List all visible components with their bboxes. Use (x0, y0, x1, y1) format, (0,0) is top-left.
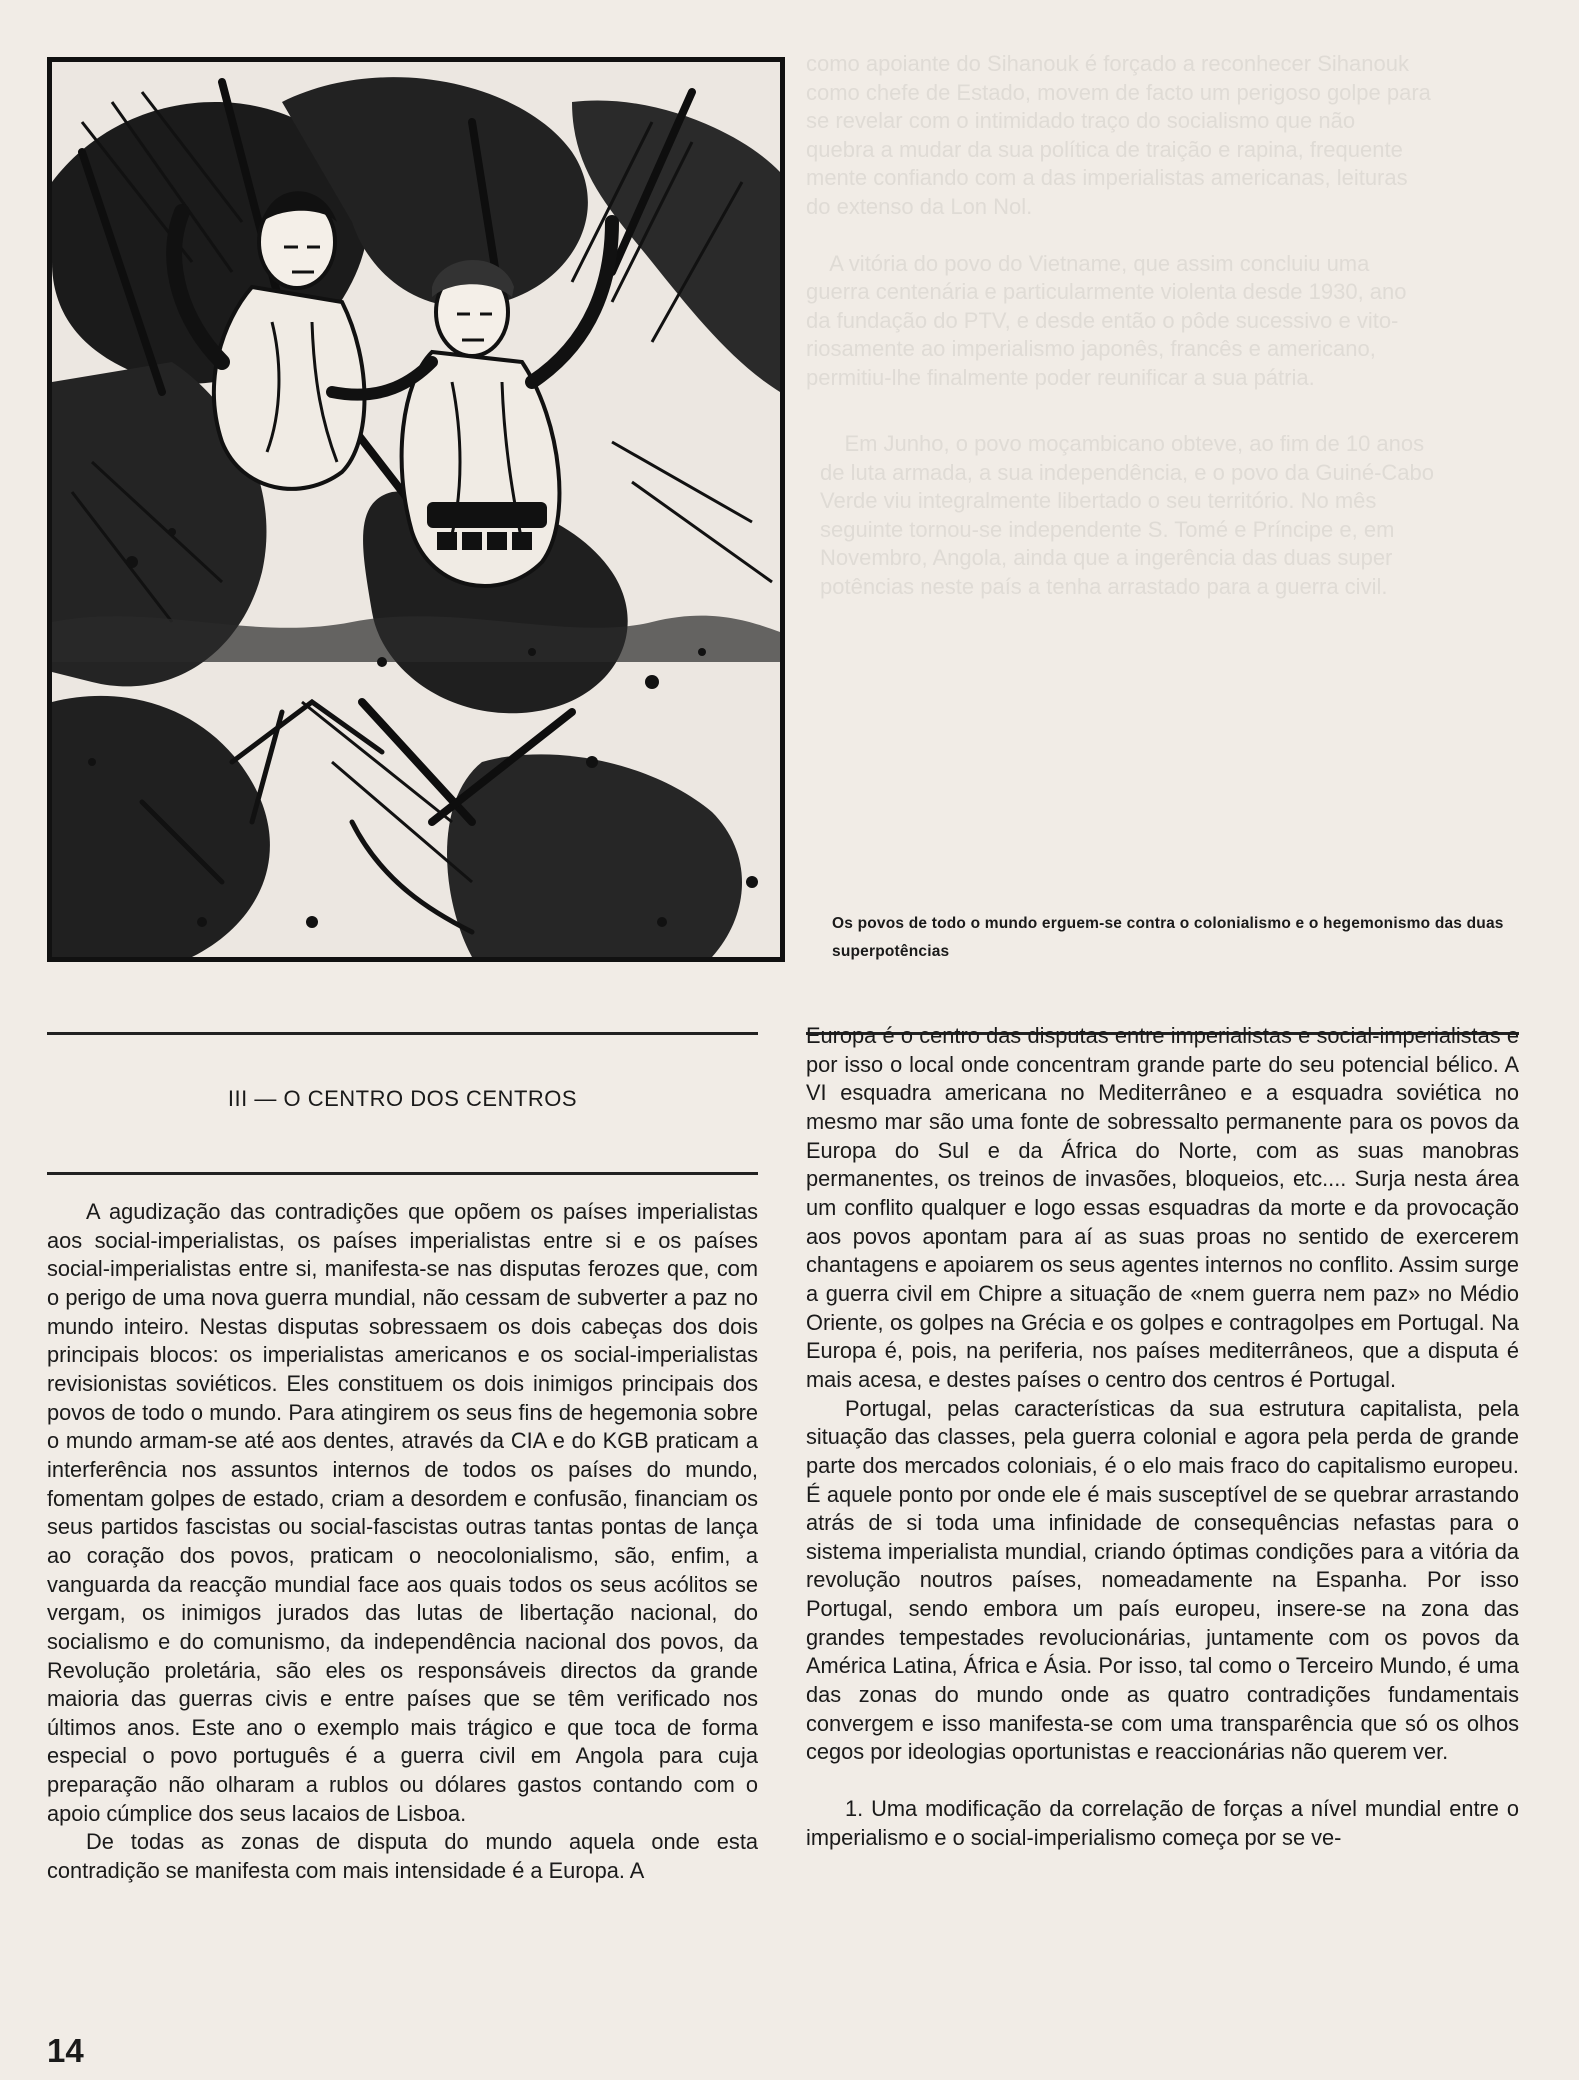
left-paragraph-2: De todas as zonas de disputa do mundo aquela onde esta contradição se manifesta com mais intensidade é a Europa. A (47, 1829, 758, 1884)
section-rule-bottom (47, 1172, 758, 1175)
show-through-text: como apoiante do Sihanouk é forçado a reconhecer Sihanouk como chefe de Estado, movem de facto um perigoso golpe para se revelar com o intimidado traço do socialismo que não quebra a mudar da sua política de traição e rapina, frequente mente confiando com a das imperialistas americanas, leituras do extenso da Lon Nol. A vitória do povo do Vietname, que assim concluiu uma guerra centenária e particularmente violenta desde 1930, ano da fundação do PTV, e desde então o pôde sucessivo e vito- riosamente ao imperialismo japonês, francês e americano, permitiu-lhe finalmente poder reunificar a sua pátria. (806, 51, 1431, 390)
section-rule-top (47, 1032, 758, 1035)
illustration-caption: Os povos de todo o mundo erguem-se contra o colonialismo e o hegemonismo das duas superpotências (832, 915, 1504, 960)
left-text-column (47, 1198, 758, 1886)
right-paragraph-2: Portugal, pelas características da sua estrutura capitalista, pela situação das classes, pela guerra colonial e agora pela perda de grande parte dos mercados coloniais, é o elo mais fraco do capitalismo europeu. É aquele ponto por onde ele é mais susceptível de se quebrar arrastando atrás de si toda uma infinidade de consequências nefastas para o sistema imperialista mundial, criando óptimas condições para a vitória da revolução noutros países, nomeadamente na Espanha. Por isso Portugal, sendo embora um país europeu, insere-se na zona das grandes tempestades revolucionárias, juntamente com os povos da América Latina, África e Ásia. Por isso, tal como o Terceiro Mundo, é uma das zonas do mundo onde as quatro contradições fundamentais convergem e isso manifesta-se com uma transparência que só os olhos cegos por ideologias oportunistas e reaccionárias não querem ver. (806, 1395, 1519, 1765)
revolutionary-fighters-illustration (52, 62, 780, 957)
right-text-column (806, 1022, 1519, 1852)
illustration-frame (47, 57, 785, 962)
left-paragraph-1: A agudização das contradições que opõem os países imperialistas aos social-imperialistas, os países imperialistas entre si e os países social-imperialistas entre si, manifesta-se nas disputas ferozes que, com o perigo de uma nova guerra mundial, não cessam de subverter a paz no mundo inteiro. Nestas disputas sobressaem os dois cabeças dos dois principais blocos: os imperialistas americanos e os social-imperialistas revisionistas soviéticos. Eles constituem os dois inimigos principais dos povos de todo o mundo. Para atingirem os seus fins de hegemonia sobre o mundo armam-se até aos dentes, através da CIA e do KGB praticam a interferência nos assuntos internos de todos os países do mundo, fomentam golpes de estado, criam a desordem e confusão, financiam os seus partidos fascistas ou social-fascistas outras tantas pontas de lança ao coração dos povos, praticam o neocolonialismo, são, enfim, a vanguarda da reacção mundial face aos quais todos os seus acólitos se vergam, os inimigos jurados das lutas de libertação nacional, do socialismo e do comunismo, da independência nacional dos povos, da Revolução proletária, são eles os responsáveis directos da grande maioria das guerras civis e entre países que se têm verificado nos últimos anos. Este ano o exemplo mais trágico e que toca de forma especial o povo português é a guerra civil em Angola para cuja preparação não olharam a rublos ou dólares gastos contando com o apoio cúmplice dos seus lacaios de Lisboa. (47, 1199, 758, 1826)
section-title: III — O CENTRO DOS CENTROS (227, 1086, 578, 1111)
right-paragraph-3: 1. Uma modificação da correlação de forças a nível mundial entre o imperialismo e o social-imperialismo começa por se ve- (806, 1796, 1519, 1850)
page-number: 14 (47, 2032, 84, 2069)
right-paragraph-1: Europa é o centro das disputas entre imperialistas e social-imperialistas e por isso o local onde concentram grande parte do seu potencial bélico. A VI esquadra americana no Mediterrâneo e a esquadra soviética no mesmo mar são uma fonte de sobressalto permanente para os povos da Europa do Sul e da África do Norte, com as suas manobras permanentes, os treinos de invasões, bloqueios, etc.... Surja nesta área um conflito qualquer e logo essas esquadras da morte e da provocação aos povos apontam para aí as suas proas no sentido de exercerem chantagens e apoiarem os seus agentes internos no conflito. Assim surge a guerra civil em Chipre a situação de «nem guerra nem paz» no Médio Oriente, os golpes na Grécia e os golpes e contragolpes em Portugal. Na Europa é, pois, na periferia, nos países mediterrâneos, que a disputa é mais acesa, e destes países o centro dos centros é Portugal. (806, 1023, 1519, 1392)
show-through-text-2: Em Junho, o povo moçambicano obteve, ao fim de 10 anos de luta armada, a sua independência, e o povo da Guiné-Cabo Verde viu integralmente libertado o seu território. No mês seguinte tornou-se independente S. Tomé e Príncipe e, em Novembro, Angola, ainda que a ingerência das duas super potências neste país a tenha arrastado para a guerra civil. (820, 431, 1434, 599)
